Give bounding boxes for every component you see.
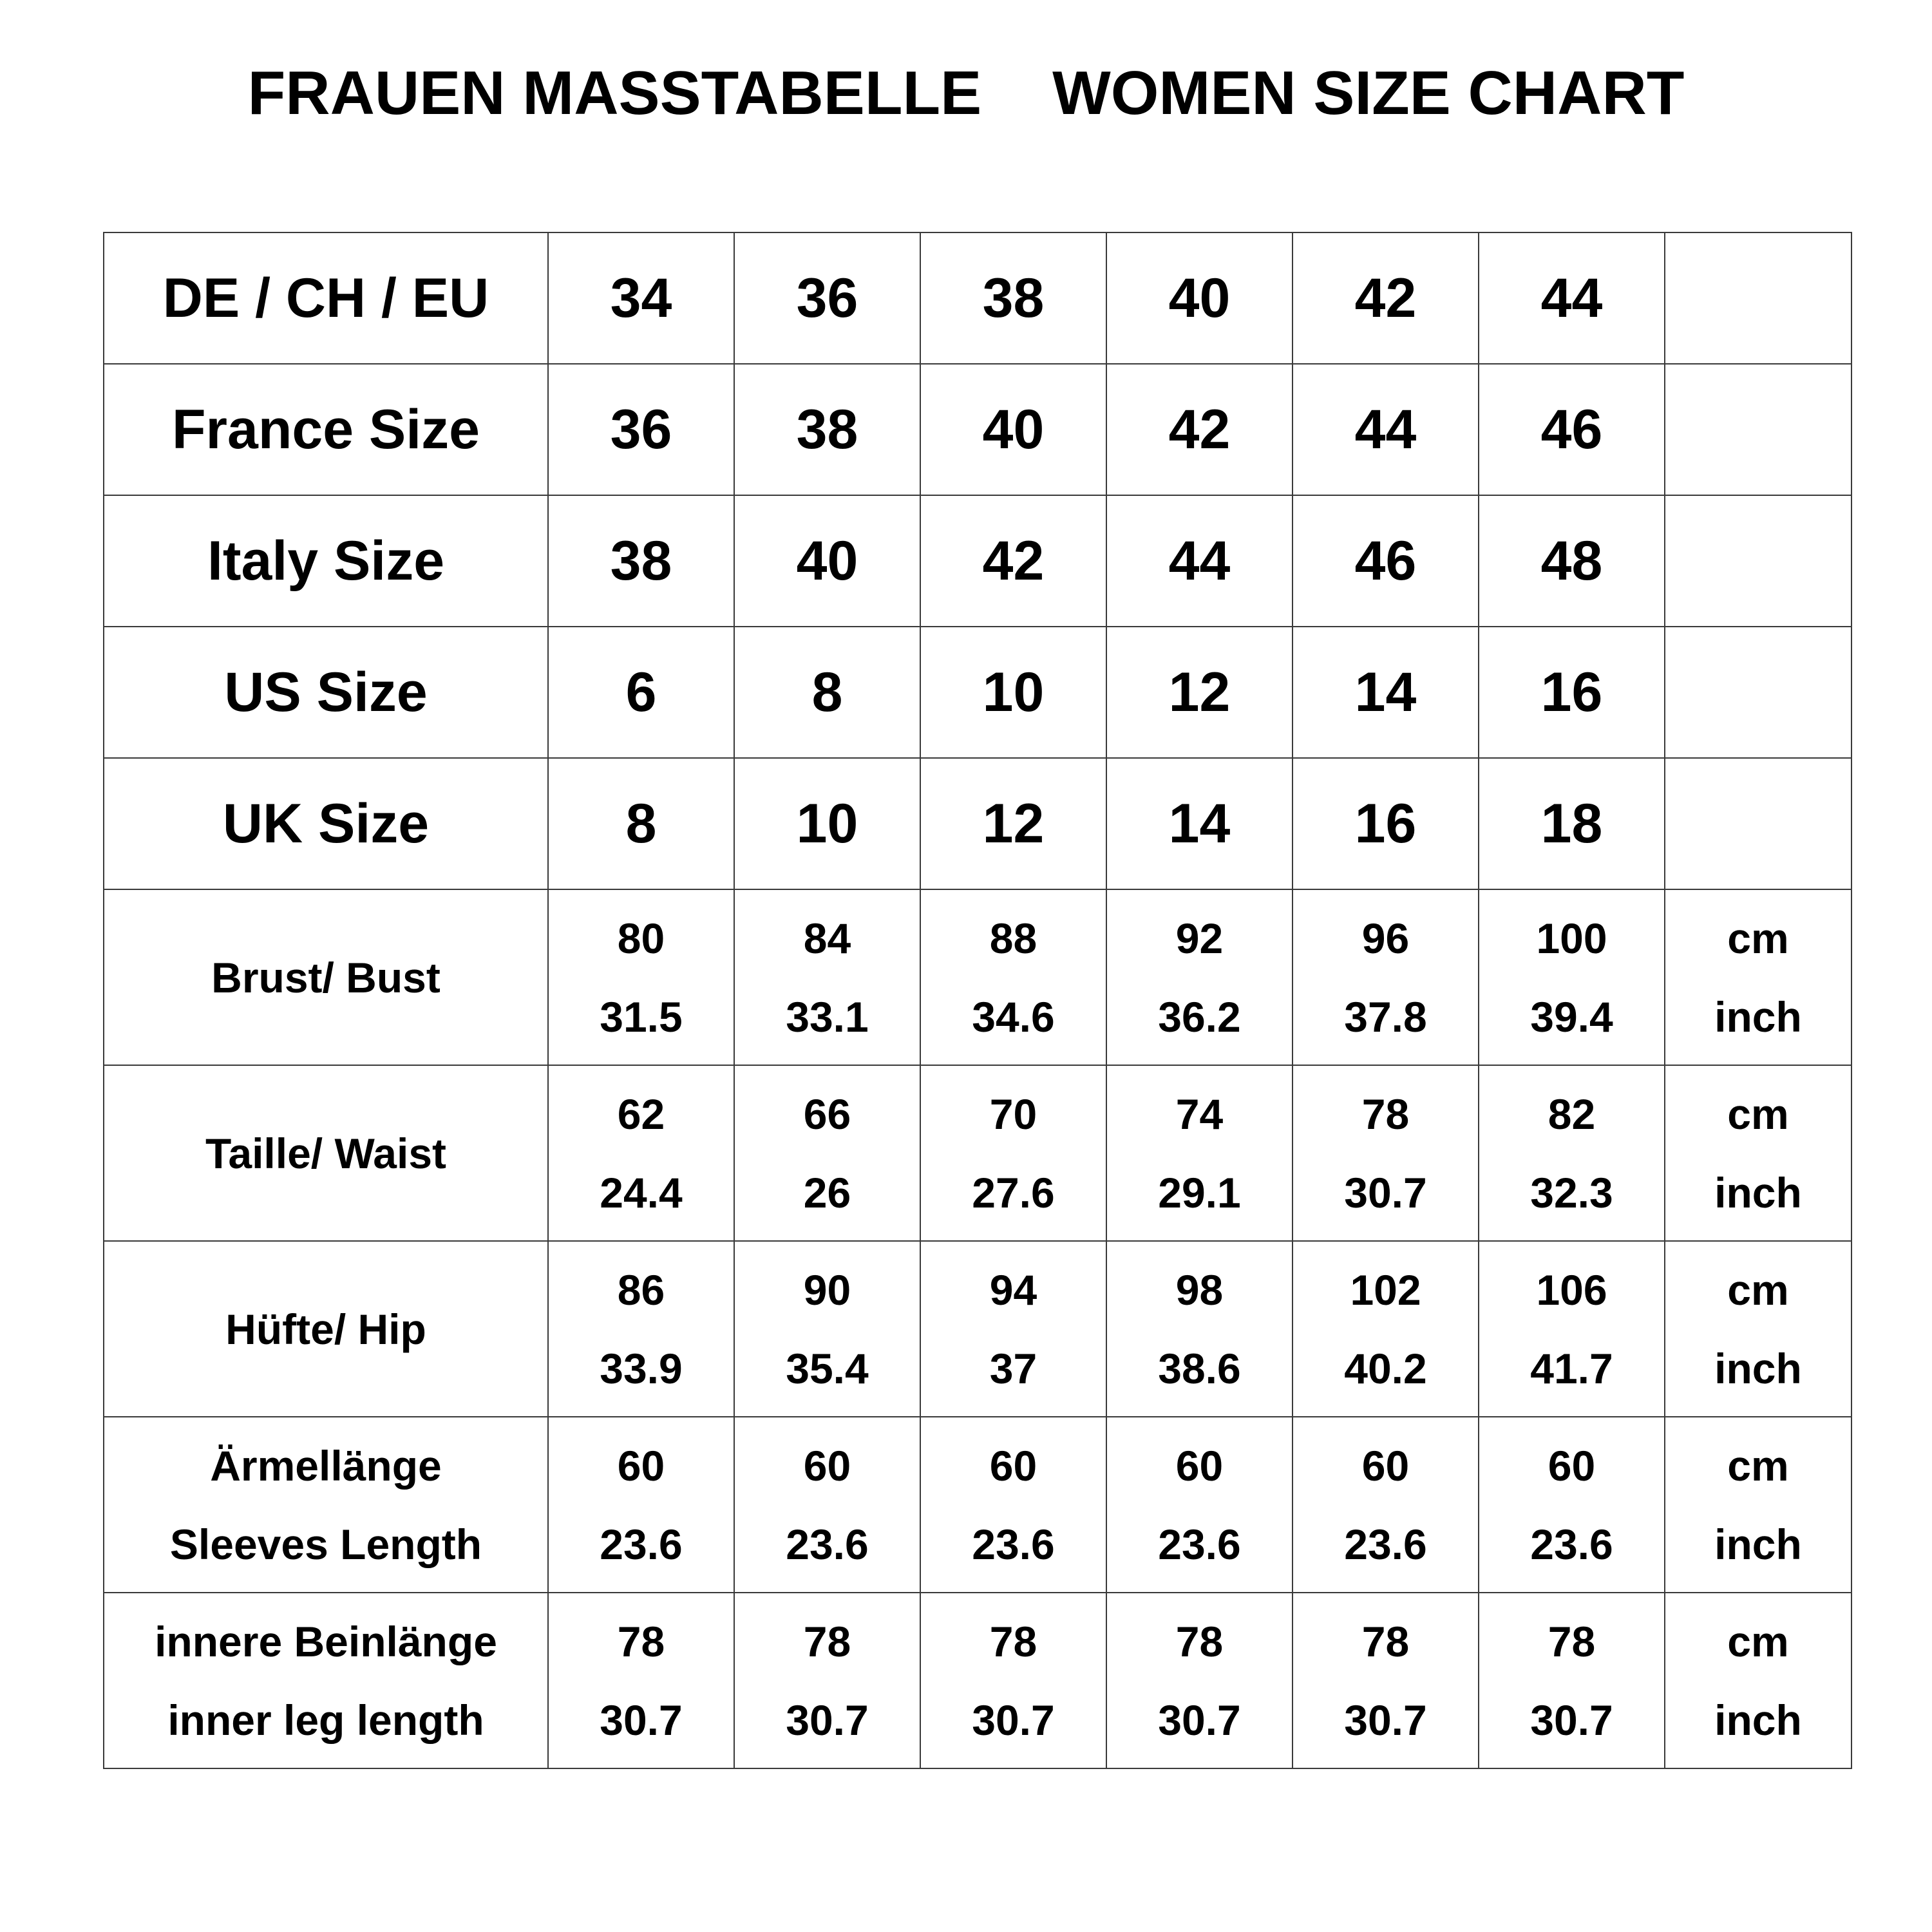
table-row-waist: [104, 1065, 1852, 1241]
cm-value: 102: [1350, 1265, 1421, 1314]
size-cell: 36: [734, 232, 920, 364]
title-german: FRAUEN MASSTABELLE: [247, 59, 982, 128]
cm-value: 88: [989, 914, 1037, 962]
inch-value: 34.6: [972, 992, 1055, 1041]
cm-value: 78: [1361, 1617, 1410, 1665]
inch-value: 30.7: [1344, 1696, 1427, 1744]
table-row-bust: [104, 889, 1852, 1065]
measure-cell: [548, 1241, 734, 1417]
cm-value: 100: [1536, 914, 1607, 962]
cm-value: 86: [617, 1265, 665, 1314]
cm-value: 96: [1361, 914, 1410, 962]
inch-value: 30.7: [786, 1696, 869, 1744]
inch-value: 38.6: [1158, 1344, 1241, 1392]
table-body: [104, 232, 1852, 1768]
table-row-hip: [104, 1241, 1852, 1417]
unit-cell: [1665, 495, 1852, 627]
inch-value: 23.6: [600, 1520, 683, 1568]
unit-cm: cm: [1727, 1265, 1789, 1314]
size-cell: 18: [1479, 758, 1665, 889]
measure-cell: [1479, 1417, 1665, 1593]
measure-cell: [734, 1241, 920, 1417]
size-cell: 38: [548, 495, 734, 627]
measure-cell: [920, 1593, 1106, 1768]
cm-value: 60: [1548, 1441, 1596, 1490]
measure-cell: [548, 1417, 734, 1593]
unit-inch: inch: [1714, 1344, 1802, 1392]
cm-value: 60: [617, 1441, 665, 1490]
size-cell: 38: [734, 364, 920, 495]
unit-cell: [1665, 364, 1852, 495]
cm-value: 106: [1536, 1265, 1607, 1314]
cm-value: 66: [803, 1090, 851, 1138]
size-cell: 42: [1106, 364, 1293, 495]
measure-cell: [920, 1241, 1106, 1417]
measure-cell: [1293, 1241, 1479, 1417]
unit-inch: inch: [1714, 1168, 1802, 1217]
inch-value: 23.6: [1158, 1520, 1241, 1568]
cm-value: 78: [989, 1617, 1037, 1665]
size-cell: 44: [1293, 364, 1479, 495]
cm-value: 82: [1548, 1090, 1596, 1138]
unit-inch: inch: [1714, 992, 1802, 1041]
table-row-inner-leg: [104, 1593, 1852, 1768]
unit-cm: cm: [1727, 1617, 1789, 1665]
table-row-italy: [104, 495, 1852, 627]
cm-value: 60: [1175, 1441, 1224, 1490]
measure-cell: [1106, 1417, 1293, 1593]
inch-value: 30.7: [972, 1696, 1055, 1744]
size-cell: 38: [920, 232, 1106, 364]
table-row-france: [104, 364, 1852, 495]
cm-value: 70: [989, 1090, 1037, 1138]
size-cell: 10: [734, 758, 920, 889]
row-label: [104, 1417, 548, 1593]
inch-value: 37.8: [1344, 992, 1427, 1041]
cm-value: 78: [1361, 1090, 1410, 1138]
cm-value: 60: [1361, 1441, 1410, 1490]
size-cell: 48: [1479, 495, 1665, 627]
size-cell: 42: [1293, 232, 1479, 364]
row-label: France Size: [104, 364, 548, 495]
unit-inch: inch: [1714, 1520, 1802, 1568]
size-cell: 36: [548, 364, 734, 495]
unit-cell: [1665, 1417, 1852, 1593]
row-label-line: innere Beinlänge: [155, 1617, 497, 1665]
inch-value: 26: [803, 1168, 851, 1217]
size-cell: 44: [1479, 232, 1665, 364]
measure-cell: [1293, 1065, 1479, 1241]
size-cell: 6: [548, 627, 734, 758]
measure-cell: [734, 889, 920, 1065]
row-label: UK Size: [104, 758, 548, 889]
size-cell: 42: [920, 495, 1106, 627]
cm-value: 62: [617, 1090, 665, 1138]
measure-cell: [1106, 889, 1293, 1065]
unit-cell: [1665, 889, 1852, 1065]
row-label: [104, 889, 548, 1065]
measure-cell: [734, 1593, 920, 1768]
table-row-de-ch-eu: [104, 232, 1852, 364]
measure-cell: [1293, 1593, 1479, 1768]
row-label-line: Hüfte/ Hip: [225, 1305, 426, 1353]
unit-cell: [1665, 1593, 1852, 1768]
inch-value: 36.2: [1158, 992, 1241, 1041]
inch-value: 35.4: [786, 1344, 869, 1392]
unit-cell: [1665, 758, 1852, 889]
measure-cell: [548, 1593, 734, 1768]
size-cell: 40: [734, 495, 920, 627]
cm-value: 98: [1175, 1265, 1224, 1314]
inch-value: 30.7: [1344, 1168, 1427, 1217]
measure-cell: [734, 1065, 920, 1241]
measure-cell: [920, 1417, 1106, 1593]
size-cell: 14: [1293, 627, 1479, 758]
size-cell: 16: [1479, 627, 1665, 758]
cm-value: 80: [617, 914, 665, 962]
cm-value: 74: [1175, 1090, 1224, 1138]
inch-value: 37: [989, 1344, 1037, 1392]
inch-value: 24.4: [600, 1168, 683, 1217]
size-cell: 10: [920, 627, 1106, 758]
row-label-line: inner leg length: [167, 1696, 484, 1744]
cm-value: 94: [989, 1265, 1037, 1314]
row-label-line: Taille/ Waist: [205, 1129, 447, 1177]
inch-value: 40.2: [1344, 1344, 1427, 1392]
table-row-uk: [104, 758, 1852, 889]
table-row-us: [104, 627, 1852, 758]
inch-value: 31.5: [600, 992, 683, 1041]
unit-cell: [1665, 1241, 1852, 1417]
measure-cell: [734, 1417, 920, 1593]
measure-cell: [1479, 889, 1665, 1065]
size-cell: 16: [1293, 758, 1479, 889]
measure-cell: [1479, 1065, 1665, 1241]
inch-value: 27.6: [972, 1168, 1055, 1217]
row-label: Italy Size: [104, 495, 548, 627]
size-cell: 12: [1106, 627, 1293, 758]
unit-cell: [1665, 232, 1852, 364]
size-chart-table: [103, 232, 1852, 1769]
size-cell: 40: [920, 364, 1106, 495]
measure-cell: [548, 889, 734, 1065]
cm-value: 92: [1175, 914, 1224, 962]
measure-cell: [1106, 1593, 1293, 1768]
inch-value: 39.4: [1530, 992, 1613, 1041]
inch-value: 32.3: [1530, 1168, 1613, 1217]
measure-cell: [920, 889, 1106, 1065]
title-english: WOMEN SIZE CHART: [1052, 59, 1685, 128]
inch-value: 30.7: [1530, 1696, 1613, 1744]
measure-cell: [1479, 1593, 1665, 1768]
size-cell: 46: [1293, 495, 1479, 627]
table-row-sleeves: [104, 1417, 1852, 1593]
size-cell: 40: [1106, 232, 1293, 364]
row-label: [104, 1065, 548, 1241]
measure-cell: [920, 1065, 1106, 1241]
size-cell: 46: [1479, 364, 1665, 495]
inch-value: 33.1: [786, 992, 869, 1041]
inch-value: 23.6: [1530, 1520, 1613, 1568]
inch-value: 23.6: [1344, 1520, 1427, 1568]
measure-cell: [1479, 1241, 1665, 1417]
unit-cell: [1665, 627, 1852, 758]
row-label-line: Sleeves Length: [169, 1520, 482, 1568]
inch-value: 23.6: [786, 1520, 869, 1568]
unit-cell: [1665, 1065, 1852, 1241]
size-cell: 8: [734, 627, 920, 758]
measure-cell: [1293, 889, 1479, 1065]
unit-cm: cm: [1727, 914, 1789, 962]
measure-cell: [1293, 1417, 1479, 1593]
cm-value: 60: [803, 1441, 851, 1490]
unit-inch: inch: [1714, 1696, 1802, 1744]
inch-value: 30.7: [1158, 1696, 1241, 1744]
inch-value: 30.7: [600, 1696, 683, 1744]
cm-value: 78: [803, 1617, 851, 1665]
page-title: [0, 58, 1932, 129]
size-cell: 44: [1106, 495, 1293, 627]
row-label-line: Ärmellänge: [210, 1441, 442, 1490]
size-cell: 34: [548, 232, 734, 364]
cm-value: 78: [617, 1617, 665, 1665]
size-cell: 12: [920, 758, 1106, 889]
measure-cell: [1106, 1241, 1293, 1417]
inch-value: 33.9: [600, 1344, 683, 1392]
row-label: [104, 1593, 548, 1768]
cm-value: 78: [1548, 1617, 1596, 1665]
row-label: [104, 1241, 548, 1417]
size-cell: 8: [548, 758, 734, 889]
cm-value: 84: [803, 914, 851, 962]
cm-value: 78: [1175, 1617, 1224, 1665]
cm-value: 90: [803, 1265, 851, 1314]
unit-cm: cm: [1727, 1090, 1789, 1138]
inch-value: 23.6: [972, 1520, 1055, 1568]
row-label-line: Brust/ Bust: [211, 953, 440, 1001]
measure-cell: [1106, 1065, 1293, 1241]
row-label: US Size: [104, 627, 548, 758]
inch-value: 41.7: [1530, 1344, 1613, 1392]
unit-cm: cm: [1727, 1441, 1789, 1490]
inch-value: 29.1: [1158, 1168, 1241, 1217]
measure-cell: [548, 1065, 734, 1241]
size-cell: 14: [1106, 758, 1293, 889]
row-label: DE / CH / EU: [104, 232, 548, 364]
cm-value: 60: [989, 1441, 1037, 1490]
